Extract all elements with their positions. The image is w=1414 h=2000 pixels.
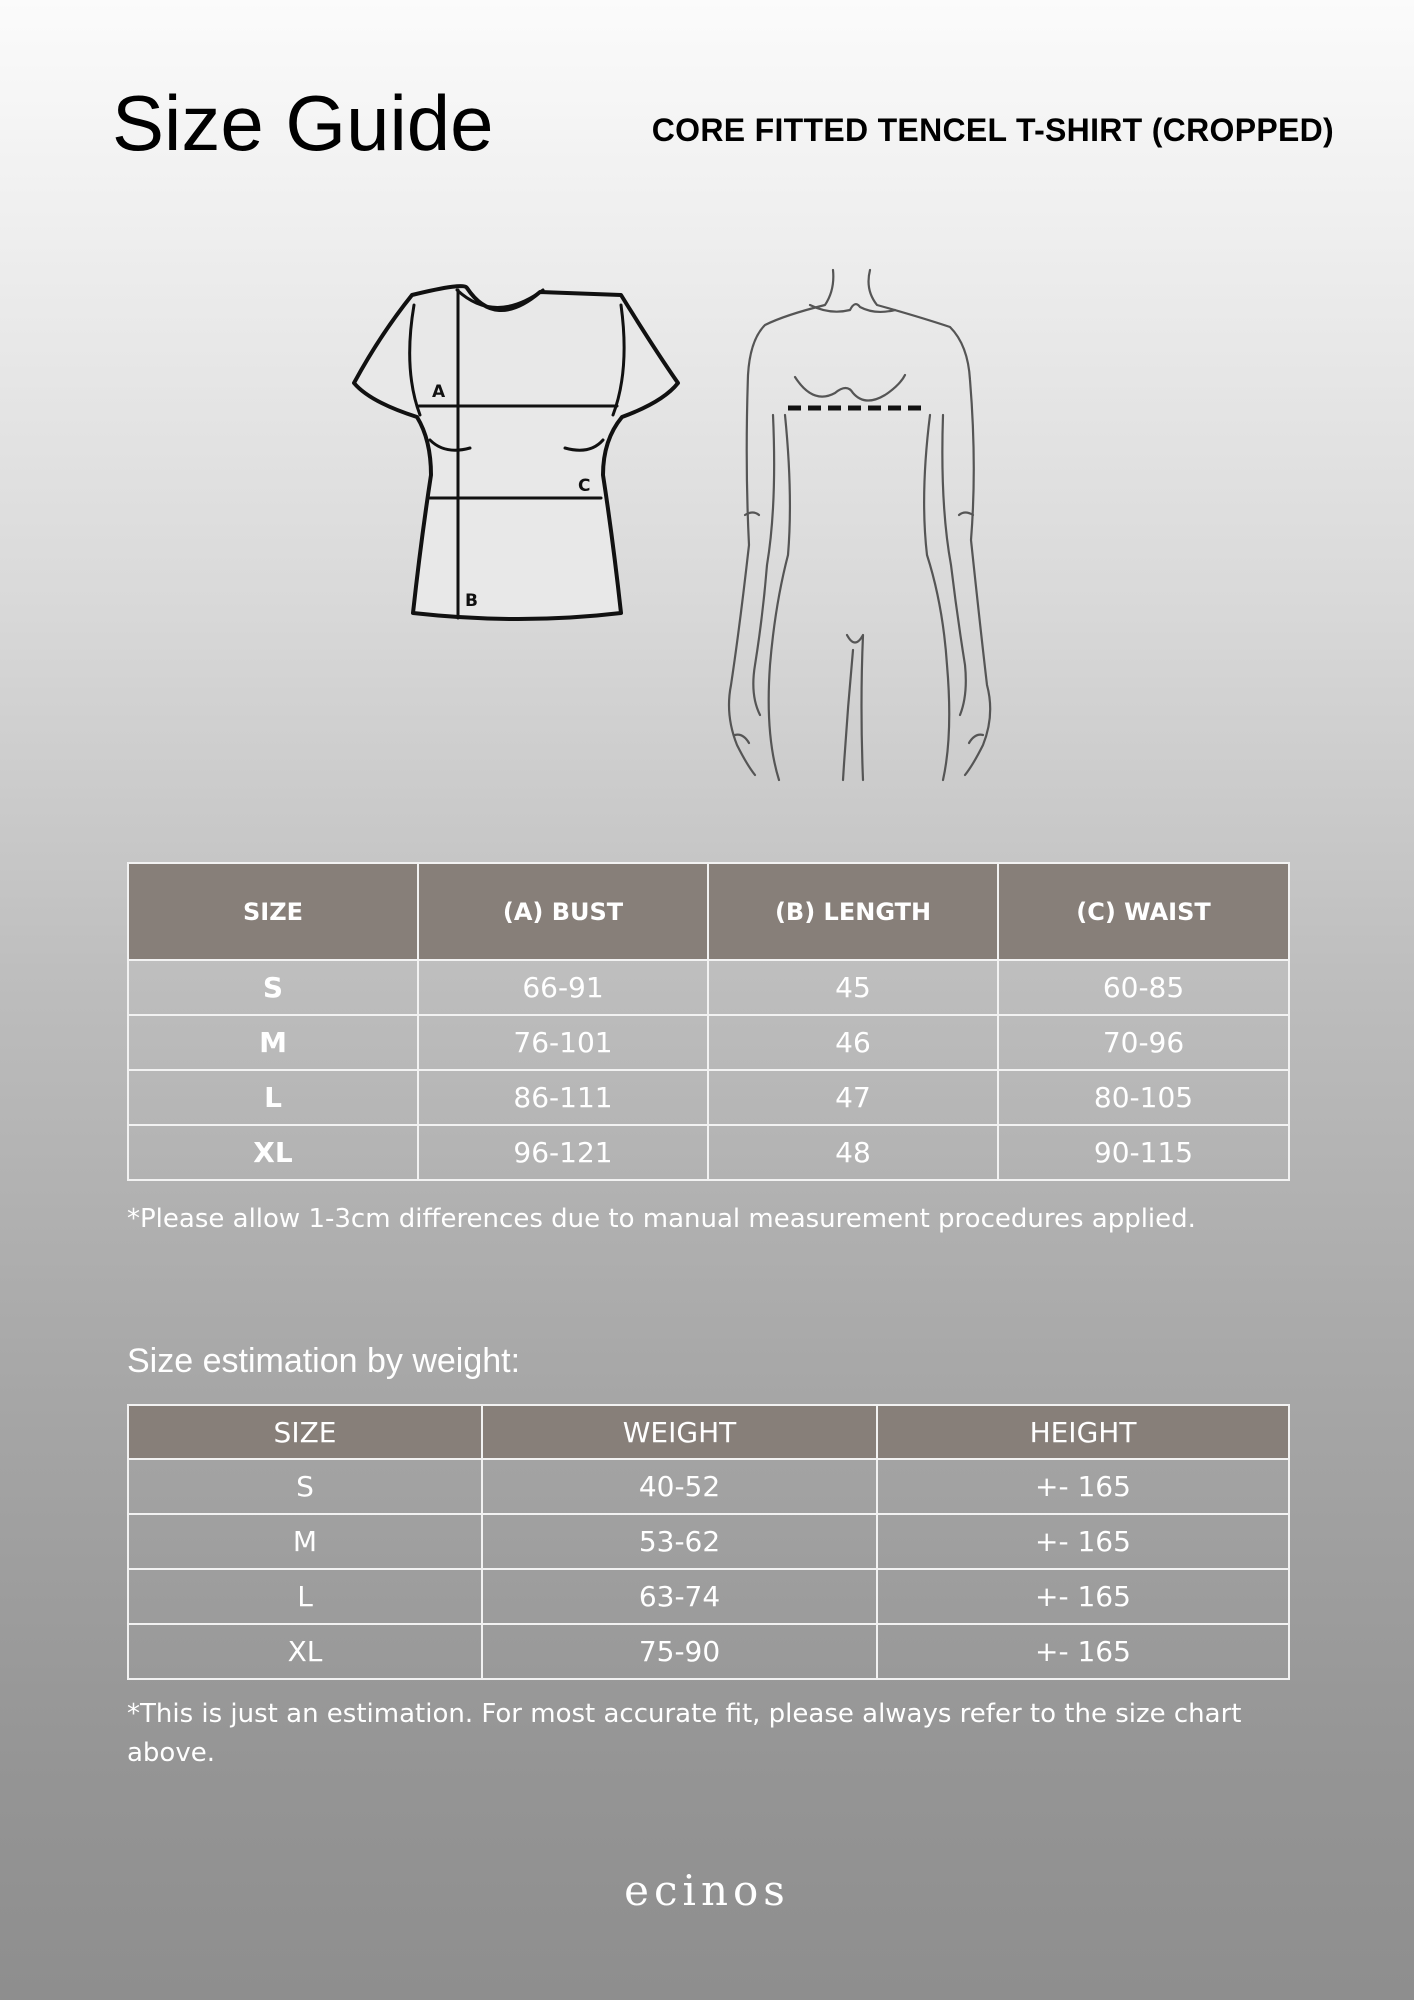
weight-section-heading: Size estimation by weight: [127, 1342, 521, 1380]
table-row [128, 1015, 1289, 1070]
table-cell: 53-62 [482, 1514, 877, 1569]
table-row [128, 1514, 1289, 1569]
size-cell: XL [128, 1125, 418, 1180]
brand-logo: ecinos [624, 1866, 790, 1915]
table-cell: 46 [708, 1015, 998, 1070]
size-chart-table [127, 862, 1290, 1181]
size-cell: M [128, 1514, 482, 1569]
label-c: C [578, 476, 591, 496]
column-header: (B) LENGTH [708, 863, 998, 960]
table-cell: 60-85 [998, 960, 1289, 1015]
table-cell: 90-115 [998, 1125, 1289, 1180]
measurement-note: *Please allow 1-3cm differences due to manual measurement procedures applied. [127, 1204, 1196, 1234]
tshirt-diagram-icon [345, 280, 685, 630]
table-cell: 70-96 [998, 1015, 1289, 1070]
column-header: HEIGHT [877, 1405, 1289, 1459]
table-row [128, 960, 1289, 1015]
estimation-note: *This is just an estimation. For most accurate fit, please always refer to the size chart above. [127, 1699, 1242, 1768]
table-row [128, 1569, 1289, 1624]
column-header: (C) WAIST [998, 863, 1289, 960]
size-cell: S [128, 960, 418, 1015]
product-name: CORE FITTED TENCEL T-SHIRT (CROPPED) [651, 112, 1334, 148]
table-row [128, 1070, 1289, 1125]
table-row [128, 1125, 1289, 1180]
table-cell: 80-105 [998, 1070, 1289, 1125]
body-diagram-icon [715, 265, 1015, 785]
table-cell: +- 165 [877, 1514, 1289, 1569]
size-cell: M [128, 1015, 418, 1070]
table-cell: +- 165 [877, 1459, 1289, 1514]
table-cell: 86-111 [418, 1070, 708, 1125]
table-header-row [128, 863, 1289, 960]
table-cell: 63-74 [482, 1569, 877, 1624]
size-cell: L [128, 1070, 418, 1125]
size-cell: S [128, 1459, 482, 1514]
table-cell: 40-52 [482, 1459, 877, 1514]
label-a: A [432, 382, 446, 402]
column-header: SIZE [128, 863, 418, 960]
page-title: Size Guide [112, 79, 494, 167]
table-row [128, 1459, 1289, 1514]
table-cell: 48 [708, 1125, 998, 1180]
column-header: SIZE [128, 1405, 482, 1459]
table-row [128, 1624, 1289, 1679]
table-cell: 96-121 [418, 1125, 708, 1180]
table-cell: 75-90 [482, 1624, 877, 1679]
table-cell: +- 165 [877, 1624, 1289, 1679]
column-header: WEIGHT [482, 1405, 877, 1459]
label-b: B [465, 591, 478, 611]
table-cell: 66-91 [418, 960, 708, 1015]
table-header-row [128, 1405, 1289, 1459]
size-cell: XL [128, 1624, 482, 1679]
table-cell: 45 [708, 960, 998, 1015]
weight-chart-table [127, 1404, 1290, 1680]
size-cell: L [128, 1569, 482, 1624]
table-cell: +- 165 [877, 1569, 1289, 1624]
table-cell: 76-101 [418, 1015, 708, 1070]
column-header: (A) BUST [418, 863, 708, 960]
table-cell: 47 [708, 1070, 998, 1125]
